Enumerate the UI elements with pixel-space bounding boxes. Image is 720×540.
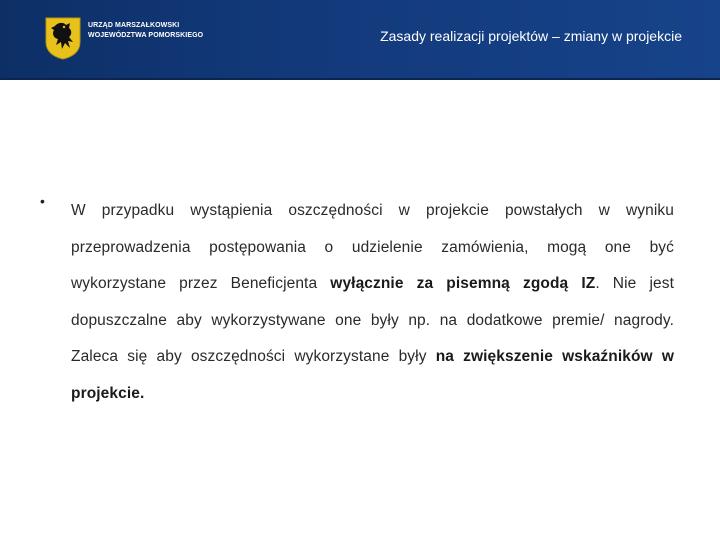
- org-line-2: WOJEWÓDZTWA POMORSKIEGO: [88, 32, 204, 39]
- slide-content: [40, 193, 674, 412]
- paragraph-text-2: . Nie jest dopuszczalne aby wykorzystywane one były np. na dodatkowe premie/ nagrody. Zaleca się aby oszczędności wykorzystane były: [71, 275, 674, 365]
- bullet-marker: •: [40, 193, 45, 209]
- paragraph-text-1: W przypadku wystąpienia oszczędności w projekcie powstałych w wyniku przeprowadzenia postępowania o udzielenie zamówienia, mogą one być wykorzystane przez Beneficjenta: [71, 202, 674, 292]
- paragraph-bold-1: wyłącznie za pisemną zgodą IZ: [330, 275, 596, 292]
- griffin-crest-icon: [44, 16, 82, 60]
- slide-title: Zasady realizacji projektów – zmiany w projekcie: [380, 28, 682, 44]
- bullet-paragraph: [71, 193, 674, 412]
- slide-header: [0, 0, 720, 80]
- organization-name: [88, 21, 203, 41]
- paragraph-bold-2: na zwiększenie wskaźników w projekcie.: [71, 348, 674, 402]
- org-line-1: URZĄD MARSZAŁKOWSKI: [88, 22, 180, 29]
